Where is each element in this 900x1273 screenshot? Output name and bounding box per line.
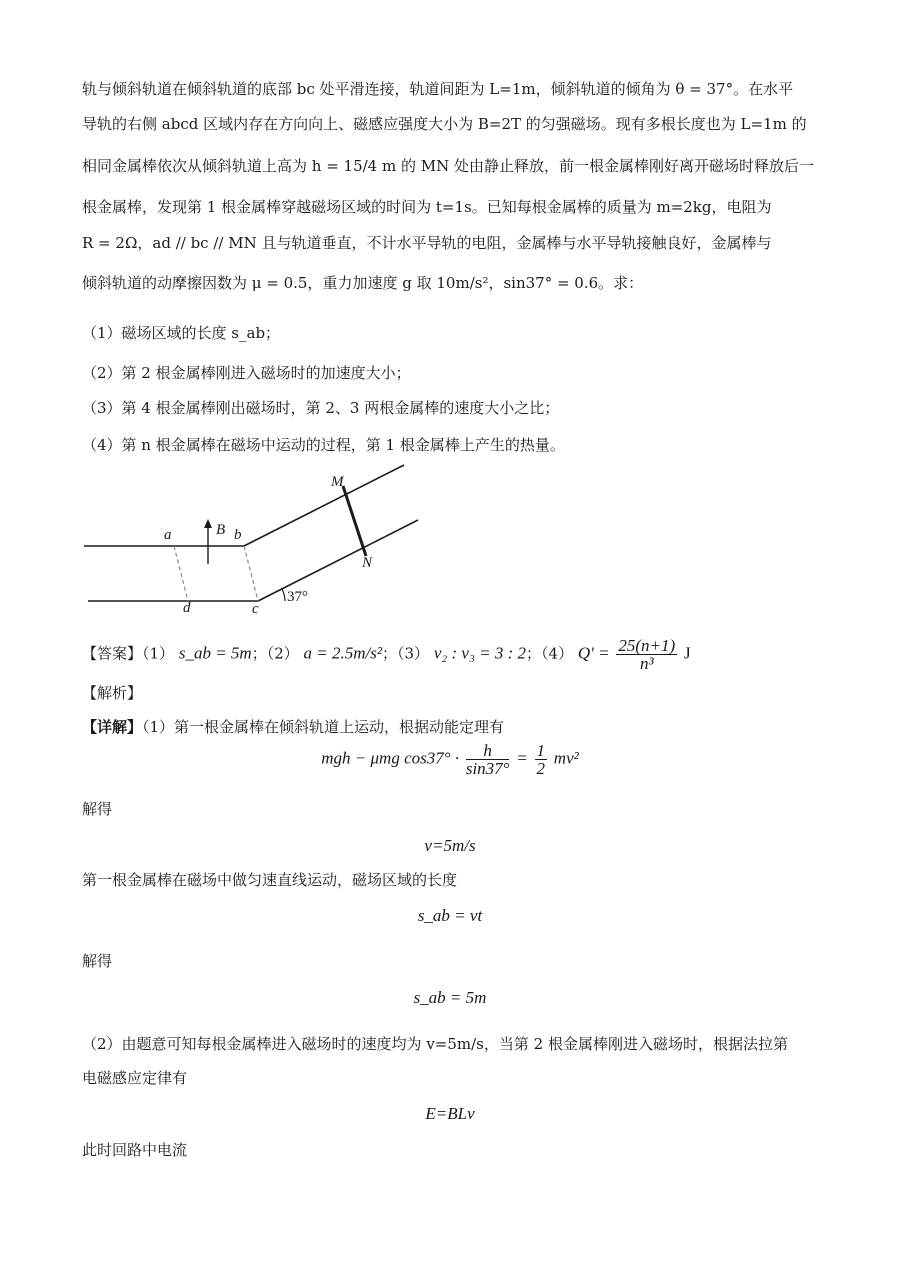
question-3: （3）第 4 根金属棒刚出磁场时，第 2、3 两根金属棒的速度大小之比；	[82, 399, 560, 417]
answer-3-prefix: ；（3）	[381, 644, 430, 663]
detail-p4: 此时回路中电流	[82, 1141, 188, 1159]
boundary-bc	[244, 546, 258, 601]
question-4: （4）第 n 根金属棒在磁场中运动的过程，第 1 根金属棒上产生的热量。	[82, 436, 565, 454]
eq1-equals: =	[516, 748, 528, 768]
label-b: b	[234, 527, 242, 543]
rod-mn	[343, 486, 366, 556]
label-c: c	[252, 601, 259, 614]
label-n: N	[362, 555, 373, 571]
answer-3: v₂ : v₃ = 3 : 2	[433, 643, 527, 663]
detail-p3b: 电磁感应定律有	[82, 1069, 188, 1087]
analysis-tag: 【解析】	[82, 684, 143, 702]
detail-p2: 第一根金属棒在磁场中做匀速直线运动，磁场区域的长度	[82, 871, 458, 889]
label-a: a	[164, 527, 172, 543]
rail-diagram	[0, 464, 900, 614]
equation-velocity: v=5m/s	[424, 836, 476, 855]
label-d: d	[183, 600, 191, 614]
detail-p1-text: （1）第一根金属棒在倾斜轨道上运动，根据动能定理有	[142, 718, 505, 736]
question-2: （2）第 2 根金属棒刚进入磁场时的加速度大小；	[82, 364, 411, 382]
inclined-rail-top	[244, 465, 404, 546]
label-b-field: B	[216, 522, 226, 538]
equation-emf: E=BLv	[425, 1104, 475, 1123]
answer-4-lhs: Q′ =	[577, 643, 610, 663]
answer-4-prefix: ；（4）	[526, 644, 574, 663]
answer-2: a = 2.5m/s²	[303, 643, 382, 663]
label-angle: 37°	[287, 589, 308, 605]
eq1-left: mgh − μmg cos37° ·	[321, 748, 460, 768]
detail-tag: 【详解】	[82, 718, 143, 736]
answer-1: s_ab = 5m	[178, 643, 252, 663]
eq1-half-num: 1	[536, 741, 546, 760]
problem-line-5: R = 2Ω，ad // bc // MN 且与轨道垂直，不计水平导轨的电阻，金属棒与水平导轨接触良好，金属棒与	[82, 234, 772, 252]
answer-2-prefix: ；（2）	[251, 644, 299, 663]
problem-line-4: 根金属棒，发现第 1 根金属棒穿越磁场区域的时间为 t=1s。已知每根金属棒的质量为 m=2kg，电阻为	[82, 198, 772, 216]
answer-line	[82, 637, 691, 672]
problem-line-1: 轨与倾斜轨道在倾斜轨道的底部 bc 处平滑连接，轨道间距为 L=1m，倾斜轨道的倾角为 θ = 37°。在水平	[82, 80, 794, 98]
problem-line-3: 相同金属棒依次从倾斜轨道上高为 h = 15/4 m 的 MN 处由静止释放，前一根金属棒刚好离开磁场时释放后一	[82, 157, 815, 175]
answer-4-numerator: 25(n+1)	[618, 636, 676, 655]
question-1: （1）磁场区域的长度 s_ab；	[82, 324, 281, 342]
boundary-ad	[174, 546, 188, 601]
b-arrow-head	[204, 519, 212, 528]
equation-energy	[0, 742, 900, 777]
detail-p1	[82, 716, 504, 737]
eq1-right: mv²	[553, 748, 579, 768]
solve-2: 解得	[82, 952, 113, 970]
inclined-rail-bottom	[258, 520, 418, 601]
eq1-fraction	[466, 742, 510, 777]
answer-4-fraction	[616, 637, 677, 672]
answer-tag: 【答案】	[82, 644, 143, 663]
equation-length-result: s_ab = 5m	[413, 988, 487, 1007]
problem-line-6: 倾斜轨道的动摩擦因数为 μ = 0.5，重力加速度 g 取 10m/s²，sin37° = 0.6。求：	[82, 274, 644, 292]
problem-line-2: 导轨的右侧 abcd 区域内存在方向向上、磁感应强度大小为 B=2T 的匀强磁场。现有多根长度也为 L=1m 的	[82, 115, 807, 133]
eq1-frac-den: sin37°	[465, 759, 510, 778]
answer-1-prefix: （1）	[142, 644, 175, 663]
detail-p3a: （2）由题意可知每根金属棒进入磁场时的速度均为 v=5m/s，当第 2 根金属棒刚进入磁场时，根据法拉第	[82, 1035, 788, 1053]
eq1-half-den: 2	[536, 759, 546, 778]
label-m: M	[331, 474, 344, 490]
answer-4-denominator: n³	[639, 654, 654, 673]
eq1-half	[535, 742, 548, 777]
eq1-frac-num: h	[466, 742, 510, 760]
answer-4-unit: J	[683, 643, 691, 663]
angle-arc	[282, 589, 285, 601]
equation-length: s_ab = vt	[417, 906, 483, 925]
solve-1: 解得	[82, 800, 113, 818]
